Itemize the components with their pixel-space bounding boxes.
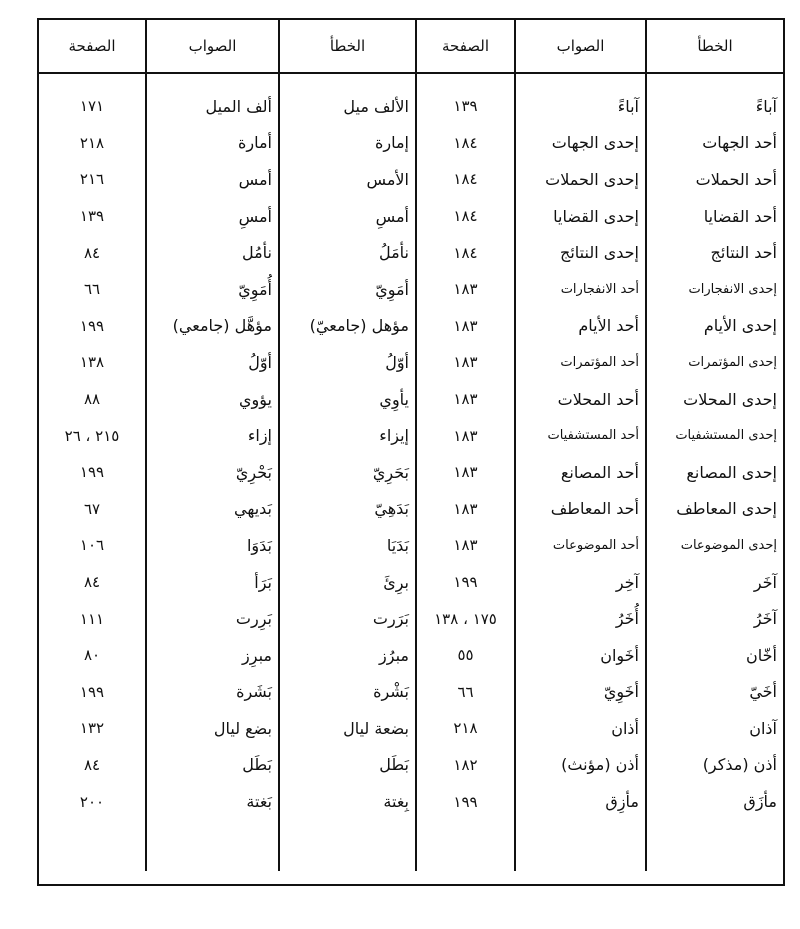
table-row	[39, 234, 783, 271]
table-row	[39, 710, 783, 747]
wrong-cell: بِغتة	[279, 783, 416, 820]
page-cell: ٦٦	[83, 280, 101, 299]
table-row	[39, 564, 783, 601]
spacer-row	[39, 73, 783, 88]
page-cell: ١٩٩	[79, 682, 105, 701]
page-cell: ١٩٩	[79, 316, 105, 335]
correct-cell: أخَوان	[515, 637, 646, 674]
wrong-cell: أحد الحملات	[646, 161, 783, 198]
filler-cell	[39, 820, 146, 871]
header-wrong-2: الخطأ	[279, 20, 416, 73]
correct-cell: آباءً	[515, 88, 646, 125]
table-row	[39, 417, 783, 454]
wrong-cell: أخّان	[646, 637, 783, 674]
header-row	[39, 20, 783, 73]
page-cell: ١٨٣	[416, 491, 515, 528]
wrong-cell: إحدى المستشفيات	[646, 417, 783, 454]
spacer-cell	[515, 73, 646, 88]
page-cell: ١٩٩	[416, 564, 515, 601]
wrong-cell: مؤهل (جامعيّ)	[279, 308, 416, 345]
table-row	[39, 344, 783, 381]
page-cell: ١٨٣	[416, 344, 515, 381]
header-right-1: الصواب	[515, 20, 646, 73]
errata-table	[39, 20, 783, 871]
page-cell: ١٩٩	[79, 463, 105, 482]
correct-cell: إحدى النتائج	[515, 234, 646, 271]
page-cell: ٢٠٠	[79, 792, 105, 811]
filler-cell	[416, 820, 515, 871]
page-cell: ١١١	[79, 609, 105, 628]
wrong-cell: أحد الجهات	[646, 125, 783, 162]
filler-cell	[646, 820, 783, 871]
wrong-cell: إيزاء	[279, 417, 416, 454]
correct-cell: إحدى الحملات	[515, 161, 646, 198]
page-cell: ٨٤	[83, 243, 101, 262]
wrong-cell: إحدى المصانع	[646, 454, 783, 491]
correct-cell: أحد المستشفيات	[515, 417, 646, 454]
table-row	[39, 161, 783, 198]
wrong-cell: بَشْرة	[279, 674, 416, 711]
wrong-cell: إحدى الأيام	[646, 308, 783, 345]
header-page-1: الصفحة	[416, 20, 515, 73]
correct-cell: يؤوي	[146, 381, 279, 418]
page-cell: ١٣٩	[416, 88, 515, 125]
page-cell: ١٣٩	[79, 207, 105, 226]
correct-cell: أوّلُ	[146, 344, 279, 381]
wrong-cell: آخَرُ	[646, 600, 783, 637]
correct-cell: أذن (مؤنث)	[515, 747, 646, 784]
filler-cell	[279, 820, 416, 871]
spacer-cell	[416, 73, 515, 88]
wrong-cell: بَطَل	[279, 747, 416, 784]
correct-cell: إزاء	[146, 417, 279, 454]
table-row	[39, 454, 783, 491]
page-cell: ٢١٨	[416, 710, 515, 747]
wrong-cell: نأمَلُ	[279, 234, 416, 271]
page-cell: ١٨٤	[416, 234, 515, 271]
page-cell: ١٨٣	[416, 417, 515, 454]
correct-cell: أحد الانفجارات	[515, 271, 646, 308]
table-row	[39, 747, 783, 784]
spacer-cell	[39, 73, 146, 88]
page-cell: ١٣٢	[79, 719, 105, 738]
filler-cell	[146, 820, 279, 871]
wrong-cell: أخَيّ	[646, 674, 783, 711]
wrong-cell: مبرُز	[279, 637, 416, 674]
wrong-cell: يأوِي	[279, 381, 416, 418]
wrong-cell: إمارة	[279, 125, 416, 162]
correct-cell: بَشَرة	[146, 674, 279, 711]
correct-cell: أحد الأيام	[515, 308, 646, 345]
table-row	[39, 783, 783, 820]
wrong-cell: أوّلُ	[279, 344, 416, 381]
table-row	[39, 527, 783, 564]
page-cell: ٢١٨	[79, 133, 105, 152]
wrong-cell: إحدى المعاطف	[646, 491, 783, 528]
page-cell: ٦٦	[416, 674, 515, 711]
wrong-cell: آذان	[646, 710, 783, 747]
page-cell: ٢١٦	[79, 170, 105, 189]
wrong-cell: إحدى الانفجارات	[646, 271, 783, 308]
table-row	[39, 88, 783, 125]
correct-cell: أُخَرُ	[515, 600, 646, 637]
page-cell: ٨٤	[83, 573, 101, 592]
page-cell: ١٨٤	[416, 125, 515, 162]
page-cell: ١٨٣	[416, 308, 515, 345]
correct-cell: أُمَوِيّ	[146, 271, 279, 308]
correct-cell: أمارة	[146, 125, 279, 162]
correct-cell: مبرِز	[146, 637, 279, 674]
correct-cell: بَغتة	[146, 783, 279, 820]
page-cell: ٢١٥ ، ٢٦	[64, 426, 120, 445]
wrong-cell: الأمس	[279, 161, 416, 198]
correct-cell: أمسِ	[146, 198, 279, 235]
filler-cell	[515, 820, 646, 871]
table-row	[39, 637, 783, 674]
wrong-cell: آباءً	[646, 88, 783, 125]
correct-cell: أحد الموضوعات	[515, 527, 646, 564]
page-cell: ١٨٣	[416, 271, 515, 308]
correct-cell: بَدَوَا	[146, 527, 279, 564]
table-body	[39, 73, 783, 871]
wrong-cell: أمسِ	[279, 198, 416, 235]
page-cell: ١٣٨	[79, 353, 105, 372]
wrong-cell: بَحَرِيّ	[279, 454, 416, 491]
wrong-cell: بَدَيَا	[279, 527, 416, 564]
header-page-2: الصفحة	[39, 20, 146, 73]
page-cell: ١٨٣	[416, 381, 515, 418]
table-row	[39, 491, 783, 528]
page-cell: ١٨٣	[416, 454, 515, 491]
correct-cell: أخَوِيّ	[515, 674, 646, 711]
table-row	[39, 198, 783, 235]
table-row	[39, 674, 783, 711]
correct-cell: أمس	[146, 161, 279, 198]
correct-cell: بضع ليال	[146, 710, 279, 747]
errata-sheet	[37, 18, 785, 886]
wrong-cell: بَدَهِيّ	[279, 491, 416, 528]
correct-cell: بَرَأ	[146, 564, 279, 601]
correct-cell: مؤهَّل (جامعي)	[146, 308, 279, 345]
correct-cell: أحد المعاطف	[515, 491, 646, 528]
page-cell: ١٨٤	[416, 198, 515, 235]
filler-row	[39, 820, 783, 871]
table-row	[39, 125, 783, 162]
page-cell: ٥٥	[416, 637, 515, 674]
correct-cell: بَديهي	[146, 491, 279, 528]
page-cell: ٦٧	[83, 499, 101, 518]
wrong-cell: أمَوِيّ	[279, 271, 416, 308]
correct-cell: نأمُل	[146, 234, 279, 271]
wrong-cell: بضعة ليال	[279, 710, 416, 747]
correct-cell: أحد المصانع	[515, 454, 646, 491]
wrong-cell: آخَر	[646, 564, 783, 601]
correct-cell: بَطَل	[146, 747, 279, 784]
wrong-cell: إحدى الموضوعات	[646, 527, 783, 564]
correct-cell: مأزِق	[515, 783, 646, 820]
header-wrong-1: الخطأ	[646, 20, 783, 73]
page-cell: ١٨٤	[416, 161, 515, 198]
page-cell: ٨٤	[83, 755, 101, 774]
page-cell: ١٨٣	[416, 527, 515, 564]
header-right-2: الصواب	[146, 20, 279, 73]
wrong-cell: أحد القضايا	[646, 198, 783, 235]
page-cell: ١٨٢	[416, 747, 515, 784]
correct-cell: آخِر	[515, 564, 646, 601]
correct-cell: إحدى القضايا	[515, 198, 646, 235]
correct-cell: أذان	[515, 710, 646, 747]
page-cell: ١٩٩	[416, 783, 515, 820]
spacer-cell	[279, 73, 416, 88]
correct-cell: أحد المحلات	[515, 381, 646, 418]
page-cell: ٨٨	[83, 390, 101, 409]
table-row	[39, 308, 783, 345]
wrong-cell: أذن (مذكر)	[646, 747, 783, 784]
wrong-cell: إحدى المحلات	[646, 381, 783, 418]
wrong-cell: بَرَرت	[279, 600, 416, 637]
wrong-cell: الألف ميل	[279, 88, 416, 125]
correct-cell: أحد المؤتمرات	[515, 344, 646, 381]
spacer-cell	[146, 73, 279, 88]
wrong-cell: برِئَ	[279, 564, 416, 601]
table-row	[39, 600, 783, 637]
wrong-cell: مأزَق	[646, 783, 783, 820]
page-cell: ٨٠	[83, 646, 101, 665]
page-cell: ١٠٦	[79, 536, 105, 555]
page-cell: ١٧٥ ، ١٣٨	[416, 600, 515, 637]
spacer-cell	[646, 73, 783, 88]
wrong-cell: إحدى المؤتمرات	[646, 344, 783, 381]
correct-cell: ألف الميل	[146, 88, 279, 125]
page-cell: ١٧١	[79, 97, 105, 116]
correct-cell: بَحْرِيّ	[146, 454, 279, 491]
wrong-cell: أحد النتائج	[646, 234, 783, 271]
table-row	[39, 381, 783, 418]
correct-cell: بَرِرت	[146, 600, 279, 637]
table-row	[39, 271, 783, 308]
correct-cell: إحدى الجهات	[515, 125, 646, 162]
